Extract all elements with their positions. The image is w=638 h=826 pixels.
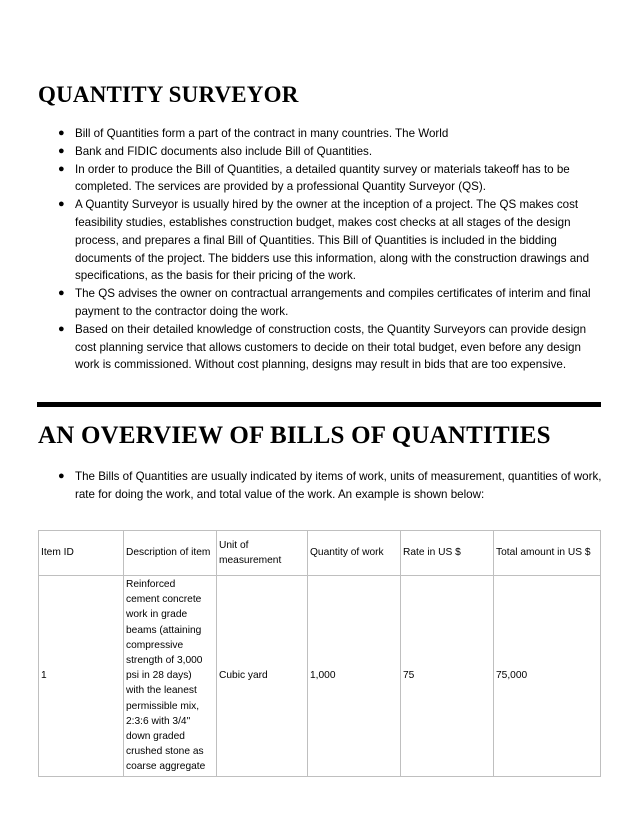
table-header-row (39, 531, 601, 576)
section-title-overview: AN OVERVIEW OF BILLS OF QUANTITIES (38, 422, 551, 449)
cell-item-id: 1 (39, 576, 124, 777)
header-quantity: Quantity of work (308, 531, 401, 576)
header-unit: Unit of measurement (217, 531, 308, 576)
table-row (39, 576, 601, 777)
bullet-dot-icon: ● (58, 162, 65, 175)
bullet-dot-icon: ● (58, 322, 65, 335)
quantity-surveyor-bullet-list (38, 125, 603, 374)
bullet-item: ● The QS advises the owner on contractual arrangements and compiles certificates of interim and final payment to the contractor doing the work. (58, 287, 591, 318)
bullet-item: ● A Quantity Surveyor is usually hired by the owner at the inception of a project. The QS makes cost feasibility studies, establishes construction budget, makes cost checks at all stages of the design process, and prepares a final Bill of Quantities. This Bill of Quantities is included in the bidding documents of the project. The bidders use this information, along with the construction drawings and specifications, as the basis for their pricing of the work. (58, 198, 590, 283)
header-description: Description of item (124, 531, 217, 576)
bullet-item: ● Bank and FIDIC documents also include Bill of Quantities. (38, 143, 603, 161)
overview-bullet-list (38, 468, 603, 504)
section-title-quantity-surveyor: QUANTITY SURVEYOR (38, 82, 299, 107)
bullet-dot-icon: ● (58, 470, 65, 482)
bullet-dot-icon: ● (58, 287, 65, 300)
bullet-item: ● Bill of Quantities form a part of the contract in many countries. The World (38, 125, 603, 143)
cell-total: 75,000 (494, 576, 601, 777)
cell-quantity: 1,000 (308, 576, 401, 777)
bullet-item: ● Based on their detailed knowledge of construction costs, the Quantity Surveyors can provide design cost planning service that allows customers to decide on their total budget, even before any design work is commissioned. Without cost planning, designs may result in bids that are too expensive. (58, 322, 587, 372)
section-divider (37, 402, 601, 407)
bullet-item: ● The Bills of Quantities are usually indicated by items of work, units of measurement, quantities of work, rate for doing the work, and total value of the work. An example is shown below: (58, 470, 602, 501)
bullet-dot-icon: ● (58, 198, 65, 211)
header-total: Total amount in US $ (494, 531, 601, 576)
cell-unit: Cubic yard (217, 576, 308, 777)
bullet-dot-icon: ● (58, 127, 65, 139)
bullet-item: ● In order to produce the Bill of Quantities, a detailed quantity survey or materials takeoff has to be completed. The services are provided by a professional Quantity Surveyor (QS). (58, 162, 570, 194)
cell-rate: 75 (401, 576, 494, 777)
header-item-id: Item ID (39, 531, 124, 576)
header-rate: Rate in US $ (401, 531, 494, 576)
bullet-dot-icon: ● (58, 144, 65, 157)
cell-description: Reinforced cement concrete work in grade beams (attaining compressive strength of 3,000 psi in 28 days) with the leanest permissible mix, 2:3:6 with 3/4" down graded crushed stone as coarse aggregate (124, 576, 217, 777)
bill-of-quantities-table (38, 530, 601, 777)
